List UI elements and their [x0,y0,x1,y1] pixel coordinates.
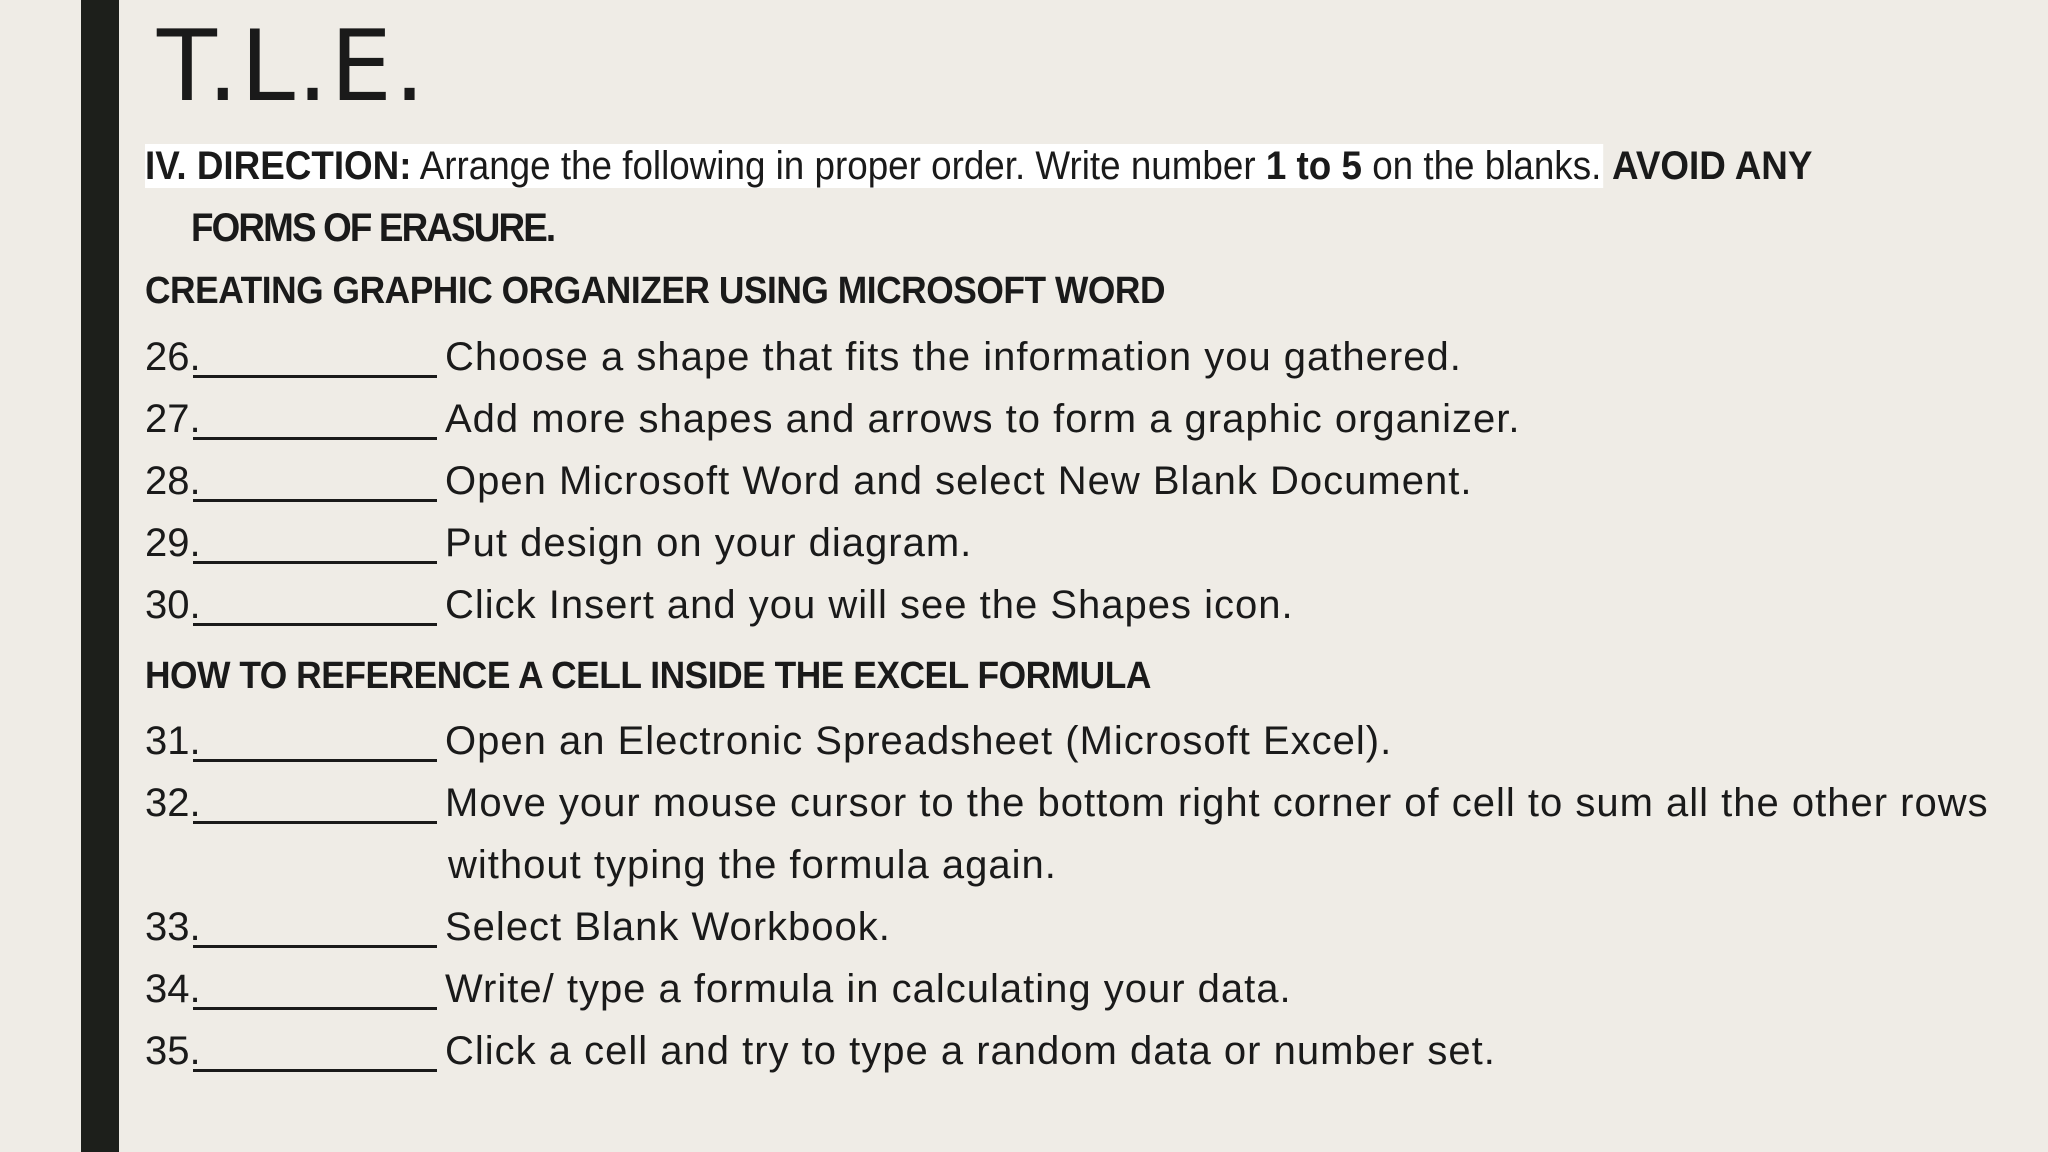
item-text: Write/ type a formula in calculating your data. [445,967,1292,1011]
direction-highlight [145,144,1603,188]
item-text: Click a cell and try to type a random data or number set. [445,1029,1496,1073]
list-item [145,512,2025,574]
slide-title: T.L.E. [157,10,428,124]
item-text: Open Microsoft Word and select New Blank Document. [445,459,1473,503]
item-number: 35. [145,1029,201,1073]
direction-emphasis-b: FORMS OF ERASURE. [191,206,555,250]
item-number: 30. [145,583,201,627]
item-number: 33. [145,905,201,949]
answer-blank [193,455,437,502]
list-item [145,574,2025,636]
answer-blank [193,777,437,824]
answer-blank [193,963,437,1010]
item-number: 27. [145,397,201,441]
direction-paragraph [145,135,1875,259]
list-item [145,388,2025,450]
list-item [145,772,2025,887]
direction-text-b: on the blanks. [1361,144,1602,188]
answer-blank [193,901,437,948]
list-item [145,450,2025,512]
item-number: 32. [145,781,201,825]
item-text: Put design on your diagram. [445,521,973,565]
answer-blank [193,331,437,378]
list-item [145,326,2025,388]
item-text: Select Blank Workbook. [445,905,891,949]
section-heading-excel: HOW TO REFERENCE A CELL INSIDE THE EXCEL FORMULA [145,655,1151,697]
item-number: 28. [145,459,201,503]
slide-accent-bar [81,0,119,1152]
section-heading-word: CREATING GRAPHIC ORGANIZER USING MICROSOFT WORD [145,270,1166,312]
item-text: Open an Electronic Spreadsheet (Microsoft Excel). [445,719,1393,763]
list-item [145,710,2025,772]
direction-emphasis-a: AVOID ANY [1603,144,1813,188]
answer-blank [193,393,437,440]
item-text: Add more shapes and arrows to form a graphic organizer. [445,397,1521,441]
item-text-continuation: without typing the formula again. [448,843,1057,887]
answer-blank [193,579,437,626]
answer-blank [193,715,437,762]
item-text: Choose a shape that fits the information you gathered. [445,335,1462,379]
item-text: Click Insert and you will see the Shapes icon. [445,583,1294,627]
item-text: Move your mouse cursor to the bottom right corner of cell to sum all the other rows [445,781,1989,825]
answer-blank [193,1025,437,1072]
list-item [145,896,2025,958]
direction-text-a: Arrange the following in proper order. Write number [411,144,1266,188]
answer-blank [193,517,437,564]
item-number: 31. [145,719,201,763]
item-number: 26. [145,335,201,379]
direction-number-range: 1 to 5 [1265,144,1362,188]
list-item [145,1020,2025,1082]
direction-label: IV. DIRECTION: [145,144,412,188]
item-number: 34. [145,967,201,1011]
item-number: 29. [145,521,201,565]
list-item [145,958,2025,1020]
